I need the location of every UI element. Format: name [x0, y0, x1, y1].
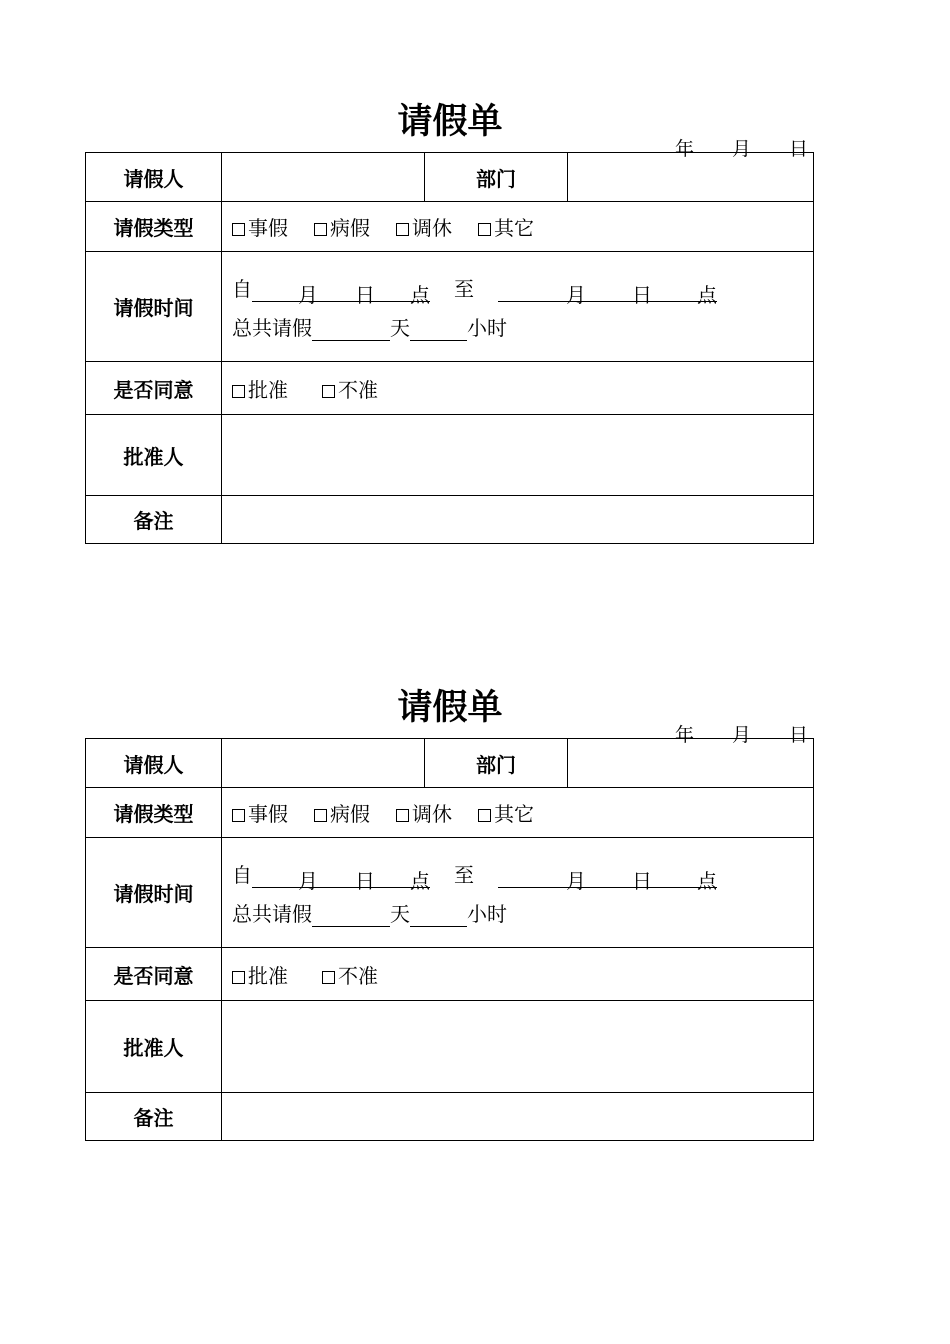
total-days-blank[interactable]	[312, 904, 390, 927]
from-day-text: 日	[355, 279, 375, 302]
approver-row	[86, 1001, 814, 1093]
to-day-blank[interactable]	[586, 279, 632, 302]
date-year: 年	[674, 724, 694, 746]
type-option-sick[interactable]	[314, 212, 370, 241]
time-fields	[222, 252, 814, 362]
checkbox-icon[interactable]	[478, 809, 491, 822]
remark-label: 备注	[86, 496, 222, 544]
checkbox-icon[interactable]	[232, 971, 245, 984]
from-day-text: 日	[355, 865, 375, 888]
type-row	[86, 788, 814, 838]
approve-option-label: 批准	[248, 377, 288, 402]
to-month-text: 月	[566, 865, 586, 888]
from-month-text: 月	[298, 865, 318, 888]
from-hour-text: 点	[410, 279, 430, 302]
date-year: 年	[674, 138, 694, 160]
to-text: 至	[454, 276, 474, 301]
remark-row	[86, 496, 814, 544]
time-label: 请假时间	[86, 252, 222, 362]
type-options	[222, 788, 814, 838]
hours-text: 小时	[467, 315, 507, 340]
approve-label: 是否同意	[86, 362, 222, 415]
checkbox-icon[interactable]	[478, 223, 491, 236]
applicant-row	[86, 739, 814, 788]
applicant-field[interactable]	[222, 153, 425, 202]
type-option-other[interactable]	[478, 212, 534, 241]
checkbox-icon[interactable]	[396, 223, 409, 236]
approve-option-approve[interactable]	[232, 960, 288, 989]
from-hour-blank[interactable]	[375, 279, 410, 302]
type-options	[222, 202, 814, 252]
date-day: 日	[788, 724, 808, 746]
remark-field[interactable]	[222, 496, 814, 544]
approve-option-label: 不准	[338, 963, 378, 988]
checkbox-icon[interactable]	[322, 385, 335, 398]
date-month: 月	[731, 138, 751, 160]
from-hour-text: 点	[410, 865, 430, 888]
approve-option-label: 批准	[248, 963, 288, 988]
time-total-line	[232, 898, 813, 927]
type-option-label: 其它	[494, 216, 534, 240]
to-hour-text: 点	[697, 279, 717, 302]
dept-label: 部门	[425, 153, 568, 202]
type-option-label: 调休	[412, 216, 452, 240]
to-text: 至	[454, 862, 474, 887]
type-option-sick[interactable]	[314, 798, 370, 827]
type-option-label: 其它	[494, 802, 534, 826]
approve-option-reject[interactable]	[322, 374, 378, 403]
date-month: 月	[731, 724, 751, 746]
applicant-row	[86, 153, 814, 202]
remark-field[interactable]	[222, 1093, 814, 1141]
type-option-label: 事假	[248, 802, 288, 826]
form-title: 请假单	[397, 688, 503, 728]
type-option-compensatory[interactable]	[396, 798, 452, 827]
leave-table	[85, 152, 814, 544]
total-days-blank[interactable]	[312, 318, 390, 341]
type-option-personal[interactable]	[232, 798, 288, 827]
type-label: 请假类型	[86, 202, 222, 252]
checkbox-icon[interactable]	[232, 809, 245, 822]
from-month-text: 月	[298, 279, 318, 302]
approve-row	[86, 948, 814, 1001]
time-row	[86, 838, 814, 948]
checkbox-icon[interactable]	[314, 809, 327, 822]
to-day-text: 日	[632, 279, 652, 302]
dept-field[interactable]	[568, 739, 814, 788]
type-option-label: 事假	[248, 216, 288, 240]
checkbox-icon[interactable]	[322, 971, 335, 984]
approve-option-approve[interactable]	[232, 374, 288, 403]
to-month-blank[interactable]	[498, 865, 566, 888]
approver-label: 批准人	[86, 415, 222, 496]
type-option-compensatory[interactable]	[396, 212, 452, 241]
approve-options	[222, 948, 814, 1001]
applicant-field[interactable]	[222, 739, 425, 788]
to-hour-blank[interactable]	[652, 865, 697, 888]
hours-text: 小时	[467, 901, 507, 926]
date-day: 日	[788, 138, 808, 160]
type-label: 请假类型	[86, 788, 222, 838]
type-row	[86, 202, 814, 252]
from-text: 自	[232, 276, 252, 301]
from-day-blank[interactable]	[318, 279, 355, 302]
approver-field[interactable]	[222, 415, 814, 496]
from-text: 自	[232, 862, 252, 887]
approve-row	[86, 362, 814, 415]
checkbox-icon[interactable]	[232, 223, 245, 236]
time-range-line	[232, 859, 813, 893]
type-option-label: 调休	[412, 802, 452, 826]
type-option-other[interactable]	[478, 798, 534, 827]
approve-option-label: 不准	[338, 377, 378, 402]
type-option-label: 病假	[330, 802, 370, 826]
to-hour-blank[interactable]	[652, 279, 697, 302]
time-total-line	[232, 312, 813, 341]
dept-label: 部门	[425, 739, 568, 788]
total-text: 总共请假	[232, 315, 312, 340]
from-month-blank[interactable]	[252, 279, 298, 302]
applicant-label: 请假人	[86, 739, 222, 788]
checkbox-icon[interactable]	[396, 809, 409, 822]
approver-label: 批准人	[86, 1001, 222, 1093]
time-row	[86, 252, 814, 362]
applicant-label: 请假人	[86, 153, 222, 202]
time-fields	[222, 838, 814, 948]
days-text: 天	[390, 901, 410, 926]
remark-row	[86, 1093, 814, 1141]
time-range-line	[232, 273, 813, 307]
to-month-text: 月	[566, 279, 586, 302]
checkbox-icon[interactable]	[232, 385, 245, 398]
to-month-blank[interactable]	[498, 279, 566, 302]
from-month-blank[interactable]	[252, 865, 298, 888]
time-label: 请假时间	[86, 838, 222, 948]
dept-field[interactable]	[568, 153, 814, 202]
approve-options	[222, 362, 814, 415]
total-hours-blank[interactable]	[410, 318, 467, 341]
approver-row	[86, 415, 814, 496]
to-day-text: 日	[632, 865, 652, 888]
remark-label: 备注	[86, 1093, 222, 1141]
total-hours-blank[interactable]	[410, 904, 467, 927]
type-option-personal[interactable]	[232, 212, 288, 241]
total-text: 总共请假	[232, 901, 312, 926]
checkbox-icon[interactable]	[314, 223, 327, 236]
leave-table	[85, 738, 814, 1141]
days-text: 天	[390, 315, 410, 340]
to-day-blank[interactable]	[586, 865, 632, 888]
from-day-blank[interactable]	[318, 865, 355, 888]
approver-field[interactable]	[222, 1001, 814, 1093]
approve-label: 是否同意	[86, 948, 222, 1001]
form-title: 请假单	[397, 102, 503, 142]
from-hour-blank[interactable]	[375, 865, 410, 888]
approve-option-reject[interactable]	[322, 960, 378, 989]
to-hour-text: 点	[697, 865, 717, 888]
type-option-label: 病假	[330, 216, 370, 240]
